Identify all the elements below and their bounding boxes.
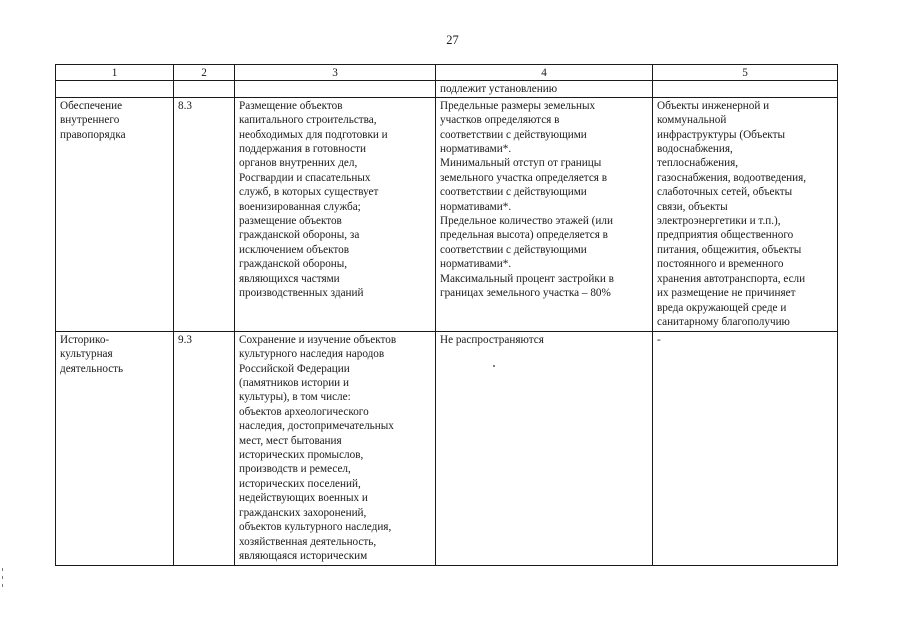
- cell-text-line: водоснабжения,: [657, 143, 733, 156]
- cell-text-line: предприятия общественного: [657, 229, 794, 242]
- cell-text-line: инфраструктуры (Объекты: [657, 128, 786, 141]
- continuation-cell: подлежит установлению: [436, 81, 653, 97]
- parameters-cell: [436, 331, 653, 565]
- scan-edge-mark: [2, 568, 3, 571]
- cell-text-line: слаботочных сетей, объекты: [657, 186, 793, 199]
- scan-speck: [493, 365, 495, 367]
- name-cell: [56, 331, 174, 565]
- cell-text-line: органов внутренних дел,: [239, 157, 358, 170]
- scan-edge-mark: [2, 584, 3, 587]
- cell-text-line: культурного наследия народов: [239, 348, 385, 361]
- cell-text-line: Росгвардии и спасательных: [239, 171, 371, 184]
- cell-text-line: нормативами*.: [440, 143, 512, 156]
- cell-text-line: необходимых для подготовки и: [239, 128, 388, 141]
- header-cell: 3: [235, 65, 436, 81]
- scan-edge-mark: [2, 576, 3, 579]
- cell-text-line: питания, общежития, объекты: [657, 243, 802, 256]
- cell-text-line: правопорядка: [60, 128, 126, 141]
- cell-text-line: соответствии с действующими: [440, 186, 587, 199]
- cell-text-line: недействующих военных и: [239, 492, 368, 505]
- cell-text-line: Предельные размеры земельных: [440, 99, 596, 112]
- cell-text-line: соответствии с действующими: [440, 243, 587, 256]
- cell-text-line: участков определяются в: [440, 114, 560, 127]
- cell-text-line: гражданской обороны, за: [239, 229, 360, 242]
- table-row: [56, 331, 838, 565]
- cell-text-line: Предельное количество этажей (или: [440, 215, 613, 228]
- cell-text-line: производственных зданий: [239, 287, 364, 300]
- continuation-cell: [653, 81, 838, 97]
- cell-text-line: связи, объекты: [657, 200, 728, 213]
- cell-text-line: предельная высота) определяется в: [440, 229, 608, 242]
- cell-text-line: культуры), в том числе:: [239, 391, 351, 404]
- cell-text-line: объектов культурного наследия,: [239, 521, 392, 534]
- cell-text-line: производств и ремесел,: [239, 463, 351, 476]
- notes-cell: [653, 331, 838, 565]
- cell-text-line: электроэнергетики и т.п.),: [657, 215, 781, 228]
- header-cell: 4: [436, 65, 653, 81]
- header-cell: 1: [56, 65, 174, 81]
- page-number: 27: [446, 33, 459, 47]
- cell-text-line: (памятников истории и: [239, 377, 349, 390]
- cell-text-line: нормативами*.: [440, 200, 512, 213]
- cell-text-line: служб, в которых существует: [239, 186, 379, 199]
- cell-text-line: хранения автотранспорта, если: [657, 272, 806, 285]
- cell-text-line: размещение объектов: [239, 215, 342, 228]
- continuation-row: [56, 81, 838, 97]
- cell-text-line: поддержания в готовности: [239, 143, 366, 156]
- continuation-cell: [174, 81, 235, 97]
- continuation-cell: [56, 81, 174, 97]
- cell-text-line: хозяйственная деятельность,: [239, 535, 377, 548]
- cell-text-line: Минимальный отступ от границы: [440, 157, 602, 170]
- cell-text-line: газоснабжения, водоотведения,: [657, 171, 807, 184]
- cell-text-line: соответствии с действующими: [440, 128, 587, 141]
- cell-text-line: вреда окружающей среде и: [657, 301, 787, 314]
- cell-text-line: Объекты инженерной и: [657, 99, 770, 112]
- header-cell: 2: [174, 65, 235, 81]
- notes-cell: [653, 97, 838, 331]
- cell-text-line: их размещение не причиняет: [657, 287, 796, 300]
- cell-text-line: деятельность: [60, 362, 124, 375]
- cell-text-line: наследия, достопримечательных: [239, 420, 394, 433]
- cell-text-line: исторических промыслов,: [239, 449, 364, 462]
- cell-text-line: капитального строительства,: [239, 114, 377, 127]
- cell-text-line: гражданской обороны,: [239, 258, 348, 271]
- zoning-table: [55, 64, 838, 566]
- cell-text-line: мест, мест бытования: [239, 434, 342, 447]
- cell-text-line: внутреннего: [60, 114, 120, 127]
- header-row: [56, 65, 838, 81]
- code-cell: 8.3: [174, 97, 235, 331]
- cell-text-line: объектов археологического: [239, 405, 369, 418]
- cell-text-line: являющихся частями: [239, 272, 340, 285]
- cell-text-line: являющаяся историческим: [239, 549, 368, 562]
- cell-text-line: нормативами*.: [440, 258, 512, 271]
- cell-text-line: военизированная служба;: [239, 200, 361, 213]
- description-cell: [235, 331, 436, 565]
- cell-text-line: -: [657, 333, 661, 346]
- cell-text-line: теплоснабжения,: [657, 157, 739, 170]
- cell-text-line: Обеспечение: [60, 99, 123, 112]
- cell-text-line: Сохранение и изучение объектов: [239, 333, 397, 346]
- cell-text-line: Максимальный процент застройки в: [440, 272, 614, 285]
- cell-text-line: Размещение объектов: [239, 99, 343, 112]
- cell-text-line: гражданских захоронений,: [239, 506, 367, 519]
- table-row: [56, 97, 838, 331]
- cell-text-line: санитарному благополучию: [657, 315, 790, 328]
- cell-text-line: постоянного и временного: [657, 258, 784, 271]
- cell-text-line: Российской Федерации: [239, 362, 350, 375]
- code-cell: 9.3: [174, 331, 235, 565]
- cell-text-line: Не распространяются: [440, 333, 544, 346]
- description-cell: [235, 97, 436, 331]
- cell-text-line: границах земельного участка – 80%: [440, 287, 611, 300]
- name-cell: [56, 97, 174, 331]
- cell-text-line: культурная: [60, 348, 113, 361]
- header-cell: 5: [653, 65, 838, 81]
- continuation-cell: [235, 81, 436, 97]
- cell-text-line: исторических поселений,: [239, 477, 361, 490]
- cell-text-line: исключением объектов: [239, 243, 349, 256]
- cell-text-line: Историко-: [60, 333, 110, 346]
- cell-text-line: коммунальной: [657, 114, 727, 127]
- cell-text-line: земельного участка определяется в: [440, 171, 608, 184]
- parameters-cell: [436, 97, 653, 331]
